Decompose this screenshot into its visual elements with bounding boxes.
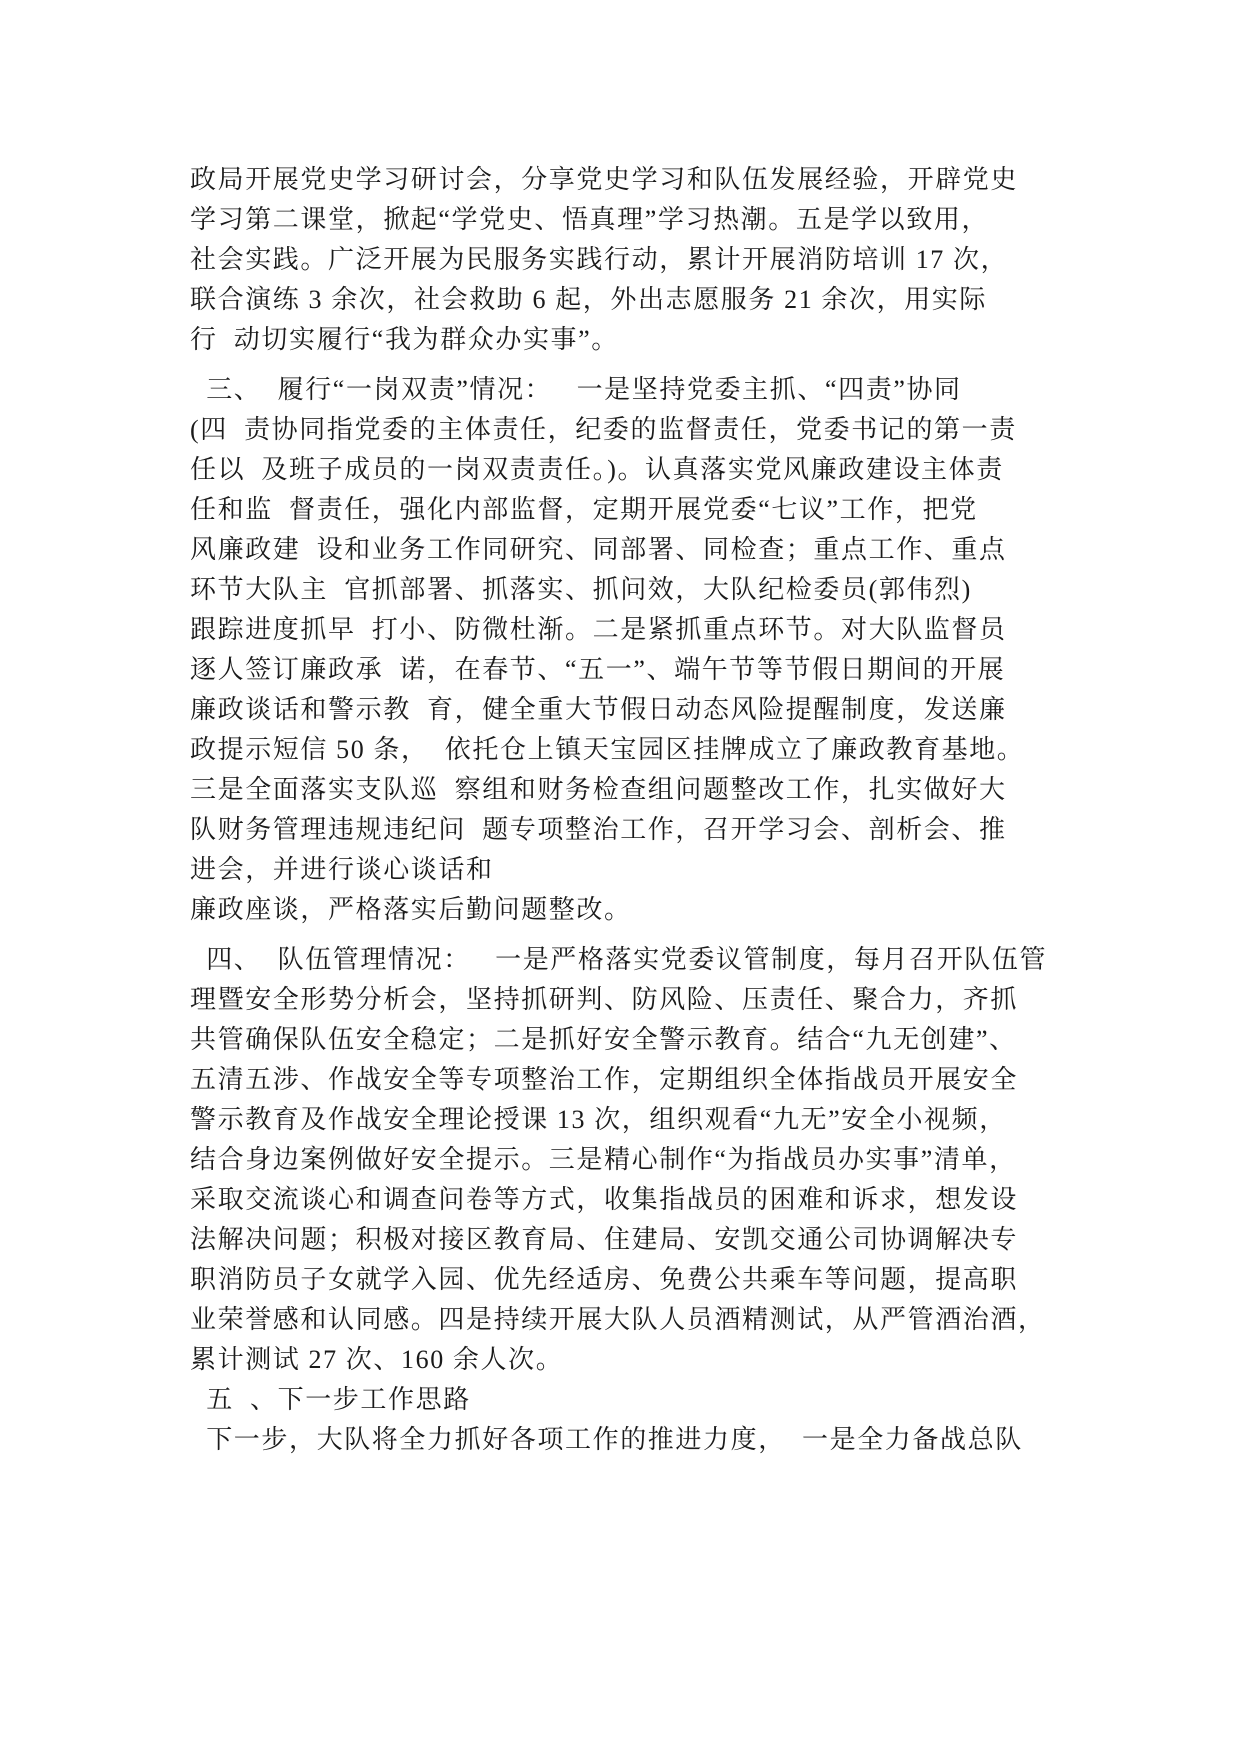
text-line: 累计测试 27 次、160 余人次。: [190, 1345, 564, 1374]
text-line: 五清五涉、作战安全等专项整治工作，定期组织全体指战员开展安全: [190, 1065, 1019, 1094]
text-line: 队财务管理违规违纪问 题专项整治工作，召开学习会、剖析会、推: [190, 815, 1007, 844]
text-line: 进会，并进行谈心谈话和: [190, 855, 494, 884]
document-body: [190, 160, 1070, 1460]
section-heading-line: 四、 队伍管理情况： 一是严格落实党委议管制度，每月召开队伍管: [190, 945, 1048, 974]
text-line: 结合身边案例做好安全提示。三是精心制作“为指战员办实事”清单，: [190, 1145, 1017, 1174]
text-line: 廉政座谈，严格落实后勤问题整改。: [190, 895, 632, 924]
paragraph-gap: [190, 360, 1070, 370]
paragraph-gap: [190, 930, 1070, 940]
text-line: 警示教育及作战安全理论授课 13 次，组织观看“九无”安全小视频，: [190, 1105, 1007, 1134]
text-line: 任和监 督责任，强化内部监督，定期开展党委“七议”工作，把党: [190, 495, 978, 524]
text-line: 共管确保队伍安全稳定；二是抓好安全警示教育。结合“九无创建”、: [190, 1025, 1017, 1054]
text-line: 任以 及班子成员的一岗双责责任。)。认真落实党风廉政建设主体责: [190, 455, 1004, 484]
text-line: 政提示短信 50 条， 依托仓上镇天宝园区挂牌成立了廉政教育基地。: [190, 735, 1025, 764]
text-line: 下一步，大队将全力抓好各项工作的推进力度， 一是全力备战总队: [190, 1425, 1023, 1454]
paragraph-section-four-team-management: [190, 940, 1070, 1460]
text-line: 风廉政建 设和业务工作同研究、同部署、同检查；重点工作、重点: [190, 535, 1007, 564]
text-line: 法解决问题；积极对接区教育局、住建局、安凯交通公司协调解决专: [190, 1225, 1019, 1254]
text-line: 环节大队主 官抓部署、抓落实、抓问效，大队纪检委员(郭伟烈): [190, 575, 972, 604]
text-line: 采取交流谈心和调查问卷等方式，收集指战员的困难和诉求，想发设: [190, 1185, 1019, 1214]
paragraph-party-history-study: [190, 160, 1070, 360]
text-line: 逐人签订廉政承 诺，在春节、“五一”、端午节等节假日期间的开展: [190, 655, 1006, 684]
text-line: 三是全面落实支队巡 察组和财务检查组问题整改工作，扎实做好大: [190, 775, 1007, 804]
text-line: 廉政谈话和警示教 育，健全重大节假日动态风险提醒制度，发送廉: [190, 695, 1007, 724]
text-line: 学习第二课堂，掀起“学党史、悟真理”学习热潮。五是学以致用，: [190, 205, 990, 234]
text-line: 理暨安全形势分析会，坚持抓研判、防风险、压责任、聚合力，齐抓: [190, 985, 1019, 1014]
text-line: 跟踪进度抓早 打小、防微杜渐。二是紧抓重点环节。对大队监督员: [190, 615, 1007, 644]
section-heading-line: 五 、下一步工作思路: [190, 1385, 471, 1414]
text-line: 政局开展党史学习研讨会，分享党史学习和队伍发展经验，开辟党史: [190, 165, 1019, 194]
section-heading-line: 三、 履行“一岗双责”情况： 一是坚持党委主抓、“四责”协同: [190, 375, 962, 404]
text-line: 行 动切实履行“我为群众办实事”。: [190, 325, 619, 354]
text-line: 联合演练 3 余次，社会救助 6 起，外出志愿服务 21 余次，用实际: [190, 285, 988, 314]
text-line: (四 责协同指党委的主体责任，纪委的监督责任，党委书记的第一责: [190, 415, 1017, 444]
paragraph-section-three-dual-responsibility: [190, 370, 1070, 930]
text-line: 社会实践。广泛开展为民服务实践行动，累计开展消防培训 17 次，: [190, 245, 1009, 274]
text-line: 业荣誉感和认同感。四是持续开展大队人员酒精测试，从严管酒治酒，: [190, 1305, 1046, 1334]
text-line: 职消防员子女就学入园、优先经适房、免费公共乘车等问题，提高职: [190, 1265, 1019, 1294]
